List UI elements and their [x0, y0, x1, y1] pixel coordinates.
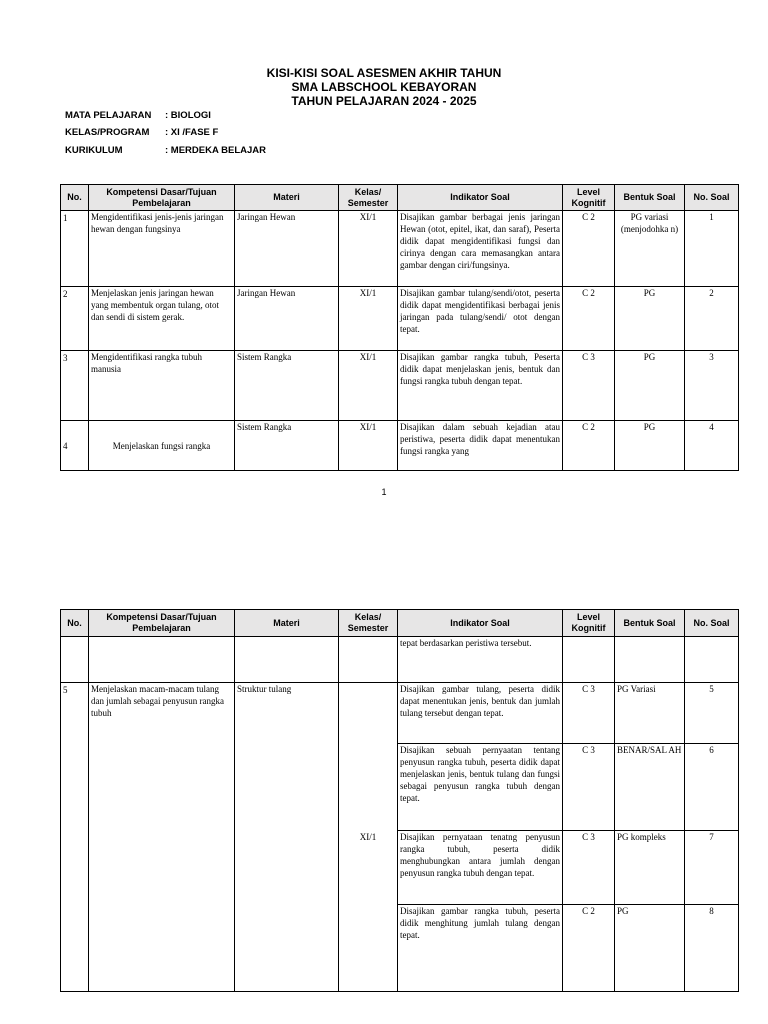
col-header-kelas: Kelas/ Semester: [339, 610, 398, 637]
table-row: [61, 211, 739, 287]
meta-subject-label: MATA PELAJARAN: [65, 110, 152, 121]
col-header-no: No.: [61, 610, 89, 637]
row-bentuk: [615, 637, 685, 683]
row-materi: Sistem Rangka: [235, 421, 339, 471]
row-indikator: [398, 421, 563, 471]
row-nosoal: 8: [685, 905, 739, 992]
row-kd: Mengidentifikasi rangka tubuh manusia: [89, 351, 235, 421]
row-nosoal: 2: [685, 287, 739, 351]
row-bentuk: PG: [615, 287, 685, 351]
col-header-materi: Materi: [235, 610, 339, 637]
col-header-nosoal: No. Soal: [685, 185, 739, 211]
row-no: 4: [61, 421, 89, 471]
row-bentuk: BENAR/SAL AH: [615, 744, 685, 831]
doc-title-line1: KISI-KISI SOAL ASESMEN AKHIR TAHUN: [266, 66, 502, 80]
row-materi: Struktur tulang: [235, 683, 339, 992]
row-kelas: XI/1: [339, 211, 398, 287]
row-nosoal: 1: [685, 211, 739, 287]
row-no: [61, 637, 89, 683]
row-kd: Menjelaskan macam-macam tulang dan jumlah sebagai penyusun rangka tubuh: [89, 683, 235, 992]
table-row-continuation: [61, 637, 739, 683]
row-bentuk: PG kompleks: [615, 831, 685, 905]
kisi-table-page2: [60, 609, 739, 992]
row-kd: [89, 637, 235, 683]
doc-title-line2: SMA LABSCHOOL KEBAYORAN: [291, 80, 477, 94]
table-row: [61, 421, 739, 471]
meta-subject-value: : BIOLOGI: [165, 110, 211, 121]
row-indikator: Disajikan pernyataan tenatng penyusun rangka tubuh, peserta didik menghubungkan antara jumlah dengan penyusun rangka tubuh dengan tepat.: [398, 831, 563, 905]
col-header-level: Level Kognitif: [563, 185, 615, 211]
row-nosoal: 3: [685, 351, 739, 421]
row-no: 5: [61, 683, 89, 992]
row-indikator: Disajikan gambar tulang/sendi/otot, peserta didik dapat mengidentifikasi berbagai jenis jaringan pada tulang/sendi/ otot dengan tepat.: [398, 287, 563, 351]
row-indikator: tepat berdasarkan peristiwa tersebut.: [398, 637, 563, 683]
row-no: 1: [61, 211, 89, 287]
row-indikator: Disajikan gambar tulang, peserta didik dapat menentukan jenis, bentuk dan jumlah tulang tersebut dengan tepat.: [398, 683, 563, 744]
row-bentuk: PG Variasi: [615, 683, 685, 744]
row-kd: Menjelaskan fungsi rangka: [89, 421, 235, 471]
row-bentuk: PG: [615, 421, 685, 471]
row-materi: Sistem Rangka: [235, 351, 339, 421]
table-header-row: [61, 610, 739, 637]
row-kelas: XI/1: [339, 421, 398, 471]
row-level: C 3: [563, 351, 615, 421]
meta-curriculum-label: KURIKULUM: [65, 145, 123, 156]
row-no: 3: [61, 351, 89, 421]
row-indikator-text: Disajikan dalam sebuah kejadian atau peristiwa, peserta didik dapat menentukan fungsi rangka yang: [400, 422, 560, 456]
meta-curriculum: [65, 145, 365, 159]
row-indikator: Disajikan gambar rangka tubuh, peserta didik menghitung jumlah tulang dengan tepat.: [398, 905, 563, 992]
table-row: [61, 351, 739, 421]
row-level: C 2: [563, 421, 615, 471]
row-level: C 2: [563, 287, 615, 351]
row-level: C 2: [563, 211, 615, 287]
col-header-indikator: Indikator Soal: [398, 610, 563, 637]
meta-subject: [65, 110, 365, 124]
col-header-nosoal: No. Soal: [685, 610, 739, 637]
row-bentuk: PG: [615, 905, 685, 992]
row-nosoal: 7: [685, 831, 739, 905]
row-kelas: XI/1: [339, 351, 398, 421]
row-level: C 3: [563, 744, 615, 831]
row-level: C 3: [563, 831, 615, 905]
col-header-no: No.: [61, 185, 89, 211]
table-row: [61, 287, 739, 351]
row-bentuk: PG: [615, 351, 685, 421]
col-header-materi: Materi: [235, 185, 339, 211]
col-header-kd: Kompetensi Dasar/Tujuan Pembelajaran: [89, 610, 235, 637]
table-row: [61, 683, 739, 744]
row-level: C 2: [563, 905, 615, 992]
row-nosoal: 5: [685, 683, 739, 744]
row-level: C 3: [563, 683, 615, 744]
row-bentuk: PG variasi (menjodohka n): [615, 211, 685, 287]
row-kelas: XI/1: [339, 683, 398, 992]
row-kelas: XI/1: [339, 287, 398, 351]
meta-class-label: KELAS/PROGRAM: [65, 127, 150, 138]
row-nosoal: [685, 637, 739, 683]
meta-class-value: : XI /FASE F: [165, 127, 219, 138]
col-header-kelas: Kelas/ Semester: [339, 185, 398, 211]
row-materi: Jaringan Hewan: [235, 287, 339, 351]
row-nosoal: 4: [685, 421, 739, 471]
row-materi: Jaringan Hewan: [235, 211, 339, 287]
row-indikator: Disajikan sebuah pernyaatan tentang penyusun rangka tubuh, peserta didik dapat menjelaskan jenis, bentuk tulang dan fungsi sebagai penyusun rangka tubuh dengan tepat.: [398, 744, 563, 831]
row-kd: Menjelaskan jenis jaringan hewan yang membentuk organ tulang, otot dan sendi di sistem gerak.: [89, 287, 235, 351]
row-kd: Mengidentifikasi jenis-jenis jaringan hewan dengan fungsinya: [89, 211, 235, 287]
col-header-bentuk: Bentuk Soal: [615, 610, 685, 637]
meta-class: [65, 127, 365, 141]
row-level: [563, 637, 615, 683]
row-no: 2: [61, 287, 89, 351]
row-indikator: Disajikan gambar berbagai jenis jaringan Hewan (otot, epitel, ikat, dan saraf), Peserta didik dapat mengidentifikasi fungsi dan cirinya dengan cara memasangkan antara gambar dengan ciri/fungsinya.: [398, 211, 563, 287]
doc-title-line3: TAHUN PELAJARAN 2024 - 2025: [291, 94, 477, 108]
row-indikator: Disajikan gambar rangka tubuh, Peserta didik dapat menjelaskan jenis, bentuk dan fungsi rangka tubuh dengan tepat.: [398, 351, 563, 421]
page-number: 1: [381, 487, 387, 497]
kisi-table-page1: [60, 184, 739, 471]
row-materi: [235, 637, 339, 683]
table-header-row: [61, 185, 739, 211]
col-header-kd: Kompetensi Dasar/Tujuan Pembelajaran: [89, 185, 235, 211]
col-header-level: Level Kognitif: [563, 610, 615, 637]
col-header-indikator: Indikator Soal: [398, 185, 563, 211]
meta-curriculum-value: : MERDEKA BELAJAR: [165, 145, 266, 156]
col-header-bentuk: Bentuk Soal: [615, 185, 685, 211]
row-kelas: [339, 637, 398, 683]
row-nosoal: 6: [685, 744, 739, 831]
